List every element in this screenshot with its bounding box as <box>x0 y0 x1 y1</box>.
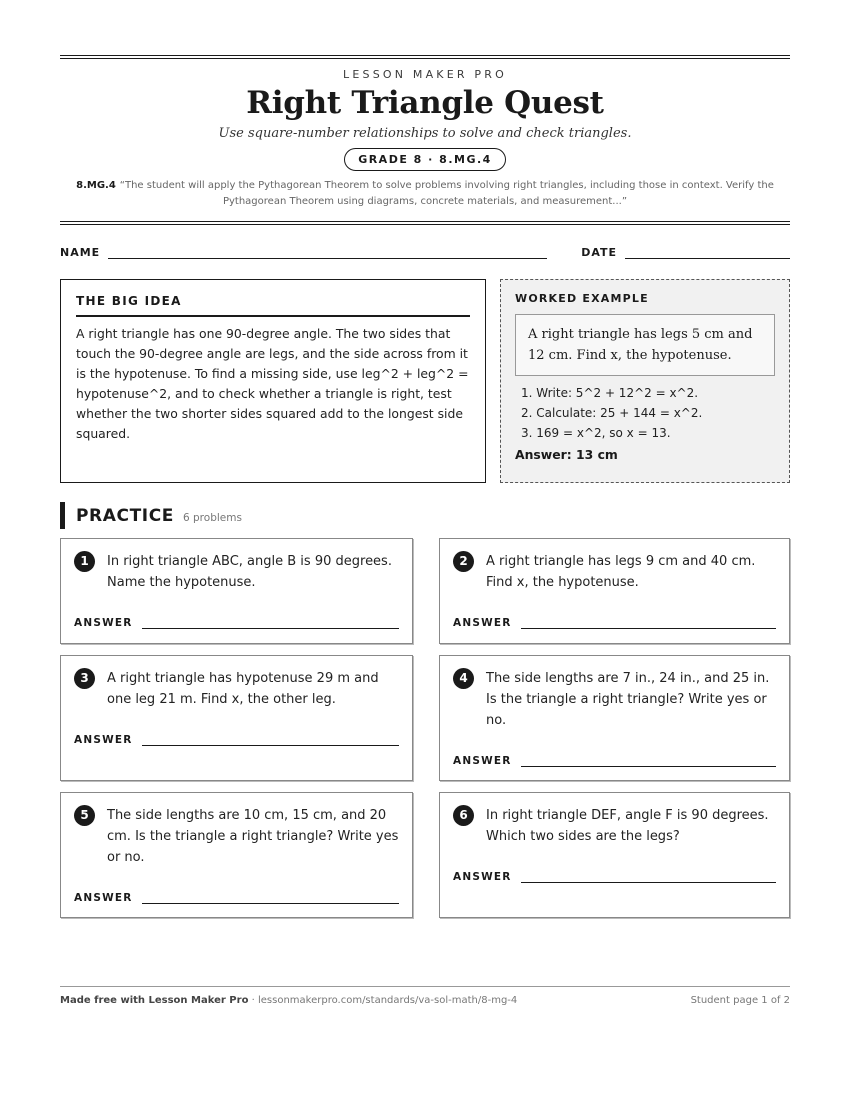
worksheet-page <box>60 55 790 929</box>
answer-label: ANSWER <box>74 892 133 904</box>
name-label: NAME <box>60 246 101 259</box>
practice-grid <box>60 538 790 929</box>
worked-example-answer: Answer: 13 cm <box>515 447 618 462</box>
problem-card-4 <box>439 655 790 781</box>
standard-code: 8.MG.4 <box>76 180 116 191</box>
practice-title: PRACTICE <box>76 505 174 526</box>
worked-step: 1. Write: 5^2 + 12^2 = x^2. <box>521 386 699 400</box>
answer-label: ANSWER <box>453 617 512 629</box>
answer-field-5[interactable] <box>142 895 399 904</box>
problem-text: The side lengths are 7 in., 24 in., and 25 in. Is the triangle a right triangle? Write yes or no. <box>486 671 770 728</box>
standard-text: “The student will apply the Pythagorean Theorem to solve problems involving right triangles, including those in context. Verify the Pythagorean Theorem using diagrams, concrete materials, and measurement...” <box>119 180 774 207</box>
problem-text: A right triangle has hypotenuse 29 m and one leg 21 m. Find x, the other leg. <box>107 671 379 707</box>
answer-field-1[interactable] <box>142 620 399 629</box>
problem-number: 3 <box>74 668 95 689</box>
problem-number: 6 <box>453 805 474 826</box>
worked-example-heading: WORKED EXAMPLE <box>515 292 649 305</box>
problem-card-1 <box>60 538 413 644</box>
problem-text: A right triangle has legs 9 cm and 40 cm. Find x, the hypotenuse. <box>486 554 756 590</box>
answer-label: ANSWER <box>453 755 512 767</box>
problem-number: 1 <box>74 551 95 572</box>
answer-label: ANSWER <box>453 871 512 883</box>
problem-card-6 <box>439 792 790 918</box>
name-date-row <box>60 243 790 259</box>
worked-step: 3. 169 = x^2, so x = 13. <box>521 426 671 440</box>
footer-credit <box>60 995 517 1006</box>
grade-badge: GRADE 8 · 8.MG.4 <box>344 148 506 171</box>
header-rule-bottom <box>60 221 790 225</box>
answer-label: ANSWER <box>74 734 133 746</box>
name-field[interactable] <box>108 248 547 259</box>
big-idea-text: A right triangle has one 90-degree angle. The two sides that touch the 90-degree angle are legs, and the side across from it is the hypotenuse. To find a missing side, use leg^2 + leg^2 = hypotenuse^2, and to check whether a triangle is right, test whether the two shorter sides squared add to the longest side squared. <box>76 326 469 441</box>
answer-field-3[interactable] <box>142 737 399 746</box>
problem-number: 2 <box>453 551 474 572</box>
problem-card-2 <box>439 538 790 644</box>
answer-label: ANSWER <box>74 617 133 629</box>
problem-card-3 <box>60 655 413 781</box>
date-field[interactable] <box>625 248 790 259</box>
problem-number: 4 <box>453 668 474 689</box>
practice-count: 6 problems <box>183 511 242 524</box>
date-label: DATE <box>581 246 617 259</box>
footer-url: · lessonmakerpro.com/standards/va-sol-math/8-mg-4 <box>248 995 518 1006</box>
page-title: Right Triangle Quest <box>246 85 604 121</box>
answer-field-4[interactable] <box>521 758 776 767</box>
answer-field-2[interactable] <box>521 620 776 629</box>
page-subtitle: Use square-number relationships to solve and check triangles. <box>218 126 632 141</box>
problem-text: In right triangle DEF, angle F is 90 degrees. Which two sides are the legs? <box>486 808 769 844</box>
big-idea-box <box>60 279 486 483</box>
answer-field-6[interactable] <box>521 874 776 883</box>
worked-example-box <box>500 279 790 483</box>
problem-card-5 <box>60 792 413 918</box>
footer-page-number: Student page 1 of 2 <box>690 995 790 1006</box>
footer-made-with: Made free with Lesson Maker Pro <box>60 995 249 1006</box>
practice-accent-bar <box>60 502 65 529</box>
page-footer <box>60 986 790 1006</box>
problem-number: 5 <box>74 805 95 826</box>
standard-description <box>74 178 776 210</box>
problem-text: The side lengths are 10 cm, 15 cm, and 20 cm. Is the triangle a right triangle? Write yes or no. <box>107 808 399 865</box>
header-rule-top <box>60 55 790 59</box>
big-idea-heading: THE BIG IDEA <box>76 294 470 317</box>
worked-example-steps <box>515 383 775 443</box>
brand-name: LESSON MAKER PRO <box>343 68 507 81</box>
worked-step: 2. Calculate: 25 + 144 = x^2. <box>521 406 703 420</box>
practice-header <box>60 502 790 529</box>
problem-text: In right triangle ABC, angle B is 90 degrees. Name the hypotenuse. <box>107 554 392 590</box>
worked-example-problem: A right triangle has legs 5 cm and 12 cm. Find x, the hypotenuse. <box>515 314 775 376</box>
